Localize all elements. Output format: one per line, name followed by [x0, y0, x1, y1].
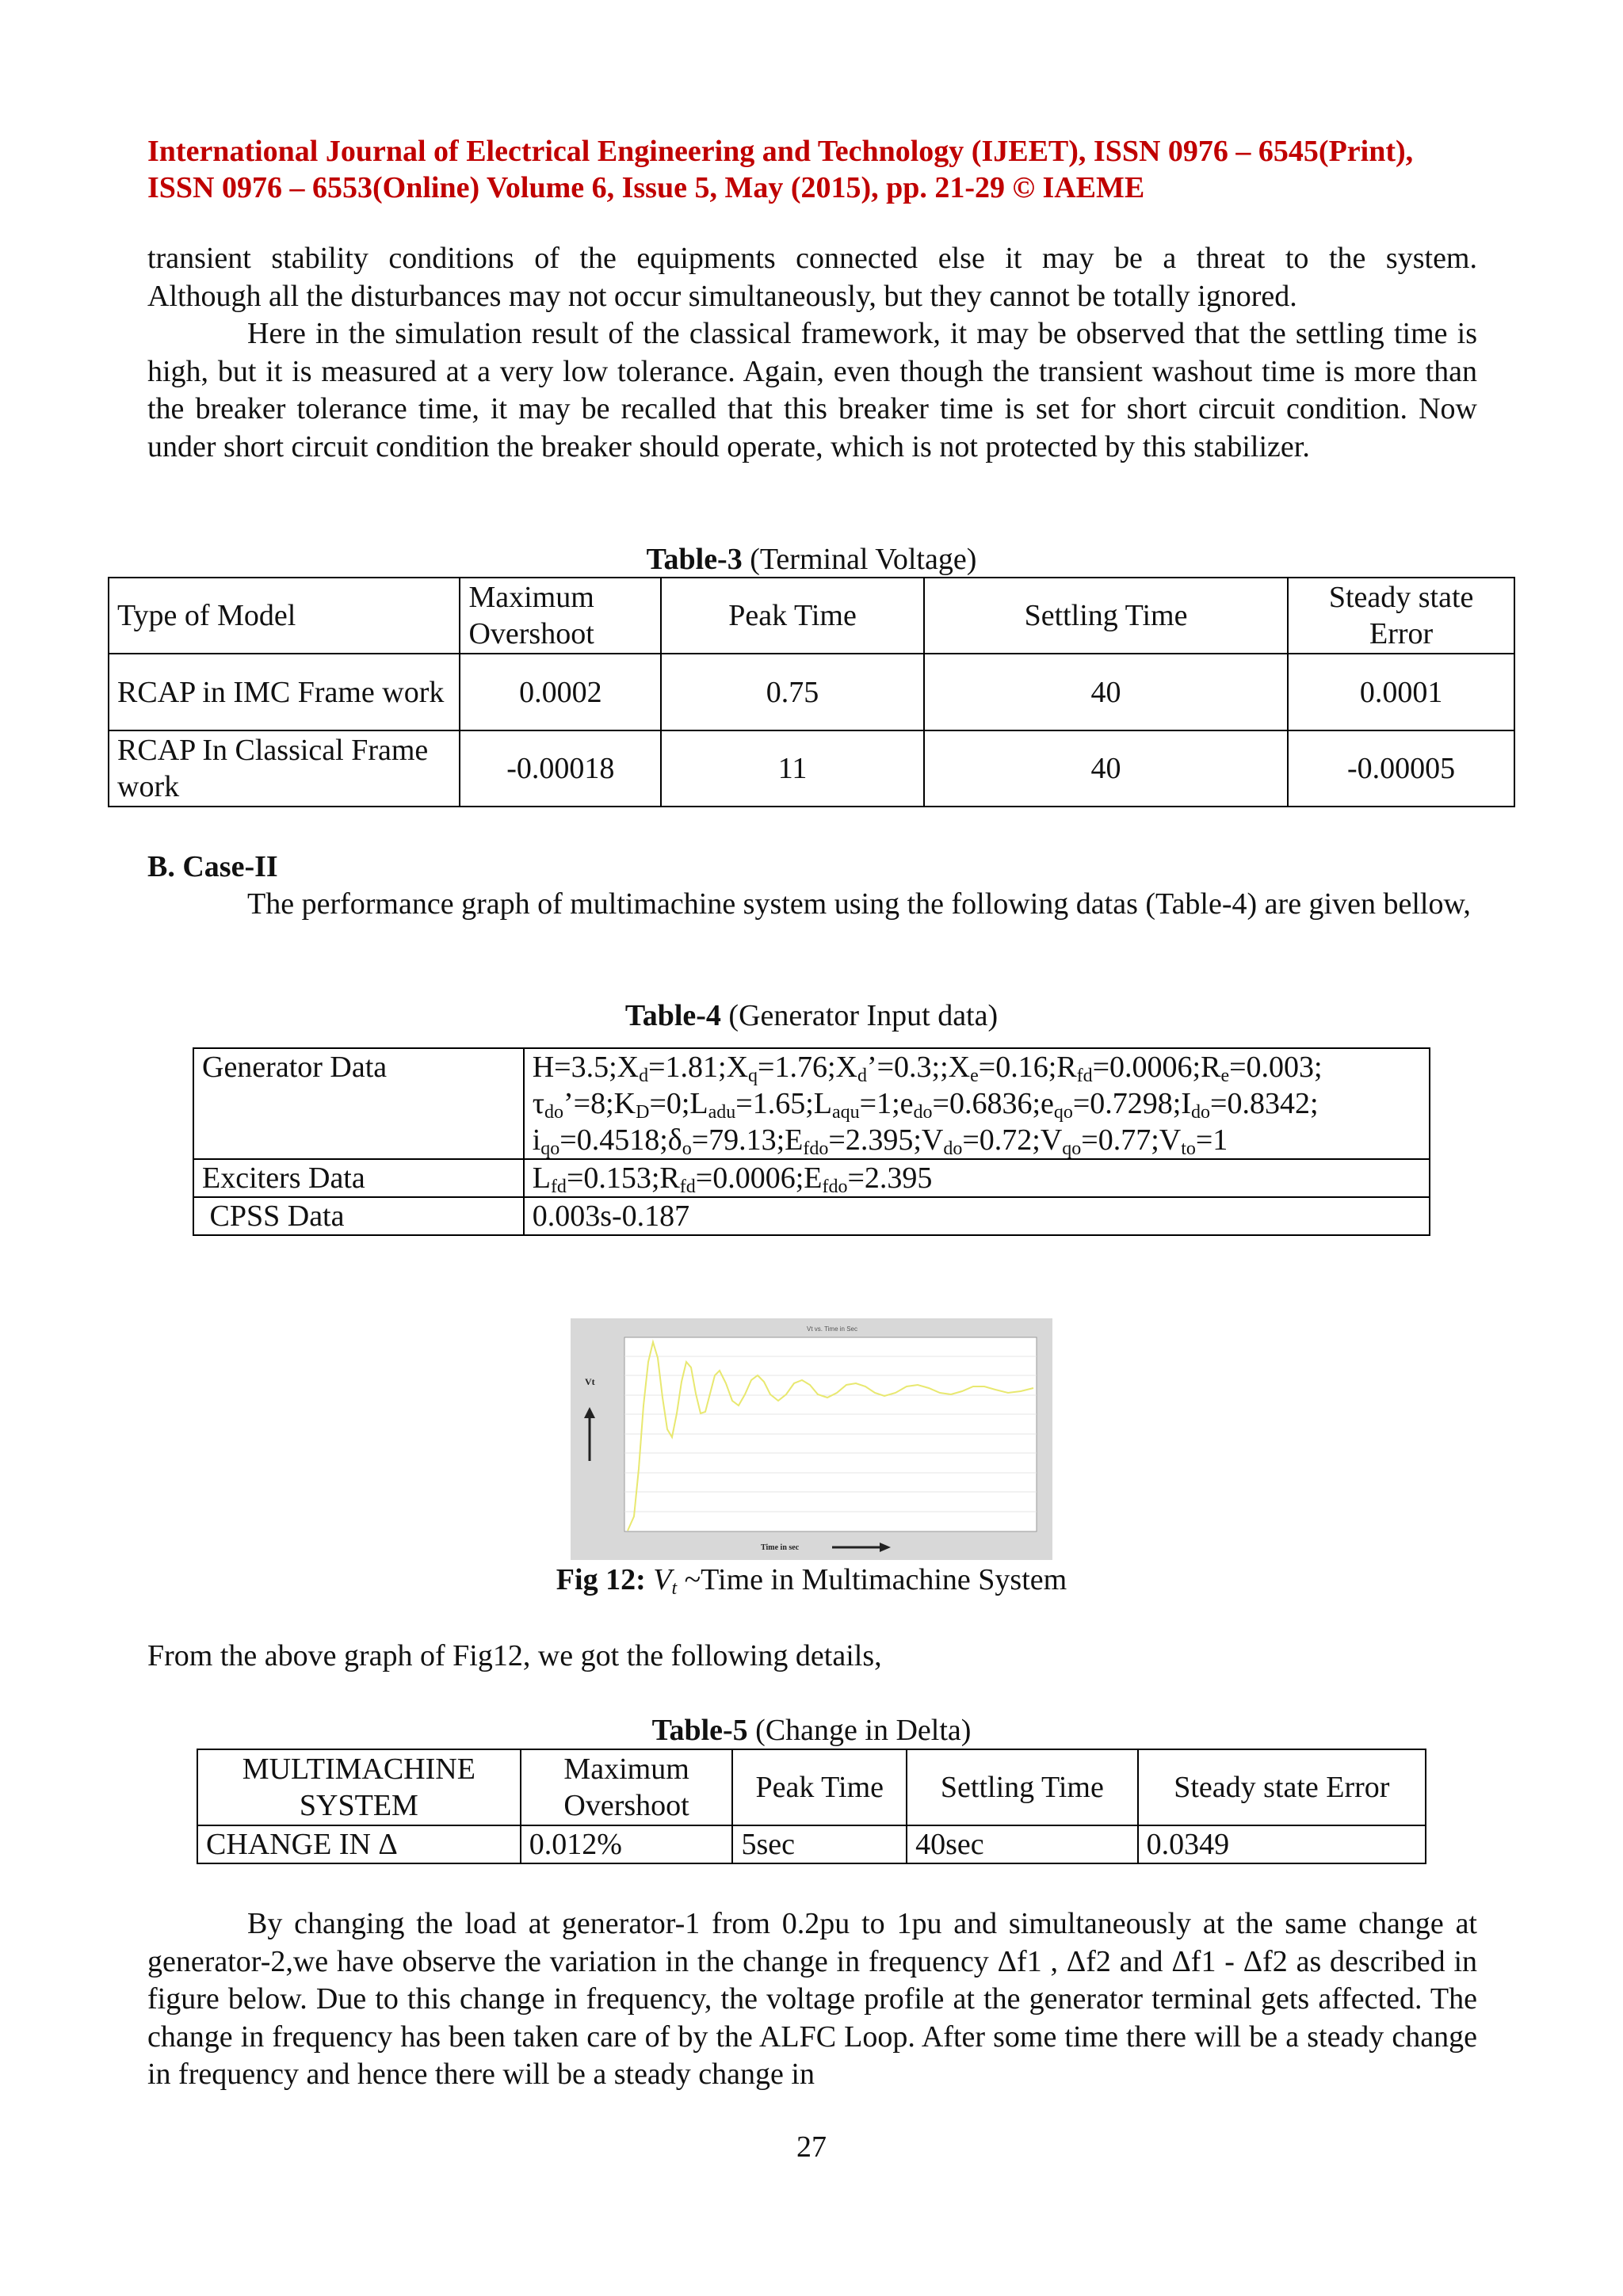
table5-header-cell: Maximum Overshoot — [521, 1749, 733, 1825]
paragraph-3-text: From the above graph of Fig12, we got the following details, — [147, 1639, 882, 1672]
table3-cell: 40 — [924, 730, 1288, 807]
figure-12-caption-var: V — [653, 1563, 672, 1596]
table-5 — [197, 1749, 1426, 1864]
table3-cell: -0.00005 — [1288, 730, 1514, 807]
table3-cell: 0.0001 — [1288, 654, 1514, 730]
figure-12-caption-text: ~Time in Multimachine System — [677, 1563, 1067, 1596]
table5-header-cell: MULTIMACHINE SYSTEM — [197, 1749, 521, 1825]
table5-row — [197, 1825, 1426, 1863]
table3-caption-label: Table-3 — [646, 543, 743, 576]
paragraph-1-line1: transient stability conditions of the equipments connected else it may be a threat to the system. — [147, 242, 1477, 275]
table4-label: Exciters Data — [193, 1159, 524, 1197]
table3-cell: RCAP In Classical Frame work — [109, 730, 460, 807]
table4-caption-label: Table-4 — [624, 999, 721, 1032]
table3-header-cell: Peak Time — [661, 578, 924, 654]
table5-header-cell: Steady state Error — [1138, 1749, 1426, 1825]
table5-cell: 40sec — [907, 1825, 1138, 1863]
x-axis-label: Time in sec — [761, 1543, 800, 1552]
table3-row — [109, 654, 1514, 730]
table5-header-cell: Peak Time — [732, 1749, 907, 1825]
figure-12-caption-label: Fig 12: — [556, 1563, 646, 1596]
figure-12-plot — [571, 1318, 1052, 1560]
table3-cell: -0.00018 — [460, 730, 661, 807]
figure-12-caption — [0, 1562, 1623, 1597]
table5-cell: 0.012% — [521, 1825, 733, 1863]
paragraph-1-line2: Although all the disturbances may not occur simultaneously, but they cannot be totally ignored. — [147, 279, 1297, 313]
table4-caption — [0, 998, 1623, 1033]
table3-cell: 40 — [924, 654, 1288, 730]
table5-header-cell: Settling Time — [907, 1749, 1138, 1825]
paragraph-4-text: By changing the load at generator-1 from 0.2pu to 1pu and simultaneously at the same change at generator-2,we have observe the variation in the change in frequency Δf1 , Δf2 and Δf1 - Δf2 as described in figure below. Due to this change in frequency, the voltage profile at the generator terminal gets affected. The change in frequency has been taken care of by the ALFC Loop. After some time there will be a steady change in frequency and hence there will be a steady change in — [147, 1907, 1478, 2091]
table4-label: Generator Data — [193, 1048, 524, 1159]
case2-paragraph-text: The performance graph of multimachine system using the following datas (Table-4) are given bellow, — [247, 887, 1471, 921]
generator-data-value: $H=3.5;X_d=1.81;X_q=1.76;X_d’=0.3;;X_e=0.16;R_{fd}=0.0006;R_e=0.003$; $\tau_{do}’=8;K_D=0;L_{adu}=1.65;L_{aqu}=1;e_{do}=0.6836;e_{qo}=0.7298;I_{do}=0.8342$; $i_{qo}=0.4518;\delta_o=79.13;E_{fdo}=2.395;V_{do}=0.72;V_{qo}=0.77;V_{to}=1$ — [524, 1048, 1430, 1159]
table-3 — [108, 577, 1515, 807]
table3-header-cell: Type of Model — [109, 578, 460, 654]
journal-header — [147, 133, 1479, 206]
paragraph-2-text: Here in the simulation result of the classical framework, it may be observed that the settling time is high, but it is measured at a very low tolerance. Again, even though the transient washout time is more than the breaker tolerance time, it may be recalled that this breaker time is set for short circuit condition. Now under short circuit condition the breaker should operate, which is not protected by this stabilizer. — [147, 317, 1477, 463]
table5-cell: 5sec — [732, 1825, 907, 1863]
cpss-data-value: 0.003s-0.187 — [524, 1197, 1430, 1235]
paragraph-2 — [147, 315, 1477, 466]
table3-caption — [0, 542, 1623, 577]
section-heading-case-2: B. Case-II — [147, 850, 278, 883]
table3-cell: 0.0002 — [460, 654, 661, 730]
journal-header-line1: International Journal of Electrical Engineering and Technology (IJEET), ISSN 0976 – 6545(Print), — [147, 135, 1414, 168]
table3-header-cell: Maximum Overshoot — [460, 578, 661, 654]
table3-cell: 0.75 — [661, 654, 924, 730]
table4-caption-title: (Generator Input data) — [720, 999, 999, 1032]
table3-caption-title: (Terminal Voltage) — [742, 543, 977, 576]
figure-12-caption-sub: t — [671, 1578, 678, 1599]
table3-cell: RCAP in IMC Frame work — [109, 654, 460, 730]
table3-header-cell: Steady state Error — [1288, 578, 1514, 654]
table3-row — [109, 730, 1514, 807]
exciters-data-value: $L_{fd}=0.153;R_{fd}=0.0006;E_{fdo}=2.395$ — [524, 1159, 1430, 1197]
table5-cell: 0.0349 — [1138, 1825, 1426, 1863]
plot-title: Vt vs. Time in Sec — [806, 1325, 858, 1333]
journal-header-line2: ISSN 0976 – 6553(Online) Volume 6, Issue 5, May (2015), pp. 21-29 © IAEME — [147, 171, 1145, 204]
page-number: 27 — [796, 2130, 827, 2164]
table3-header-cell: Settling Time — [924, 578, 1288, 654]
table-4 — [193, 1047, 1430, 1236]
y-axis-label: Vt — [585, 1376, 595, 1387]
table5-caption-title: (Change in Delta) — [747, 1714, 972, 1747]
paragraph-4 — [147, 1905, 1477, 2094]
paragraph-3 — [147, 1638, 1477, 1676]
table5-caption — [0, 1713, 1623, 1748]
table4-label: CPSS Data — [193, 1197, 524, 1235]
table5-caption-label: Table-5 — [651, 1714, 748, 1747]
case2-paragraph — [147, 886, 1477, 924]
table5-cell: CHANGE IN Δ — [197, 1825, 521, 1863]
paragraph-1 — [147, 240, 1477, 315]
table3-cell: 11 — [661, 730, 924, 807]
